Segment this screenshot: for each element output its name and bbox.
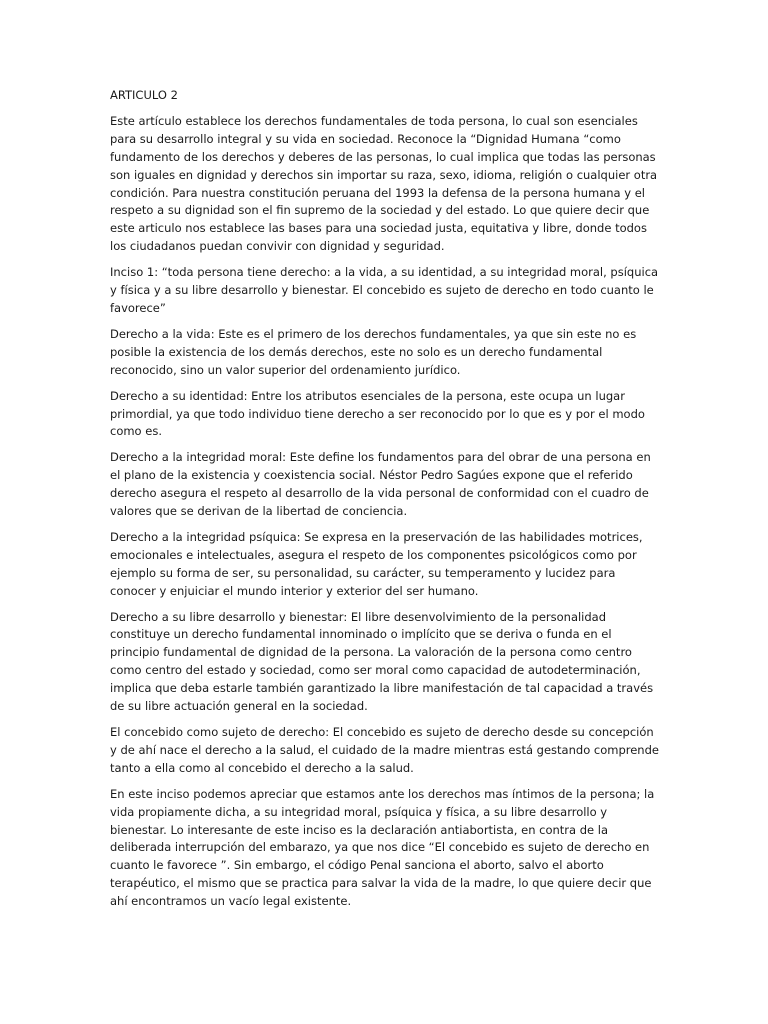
paragraph-derecho-identidad: Derecho a su identidad: Entre los atributos esenciales de la persona, este ocupa un lugar primordial, ya que todo individuo tiene derecho a ser reconocido por lo que es y por el modo como es. <box>110 388 645 439</box>
paragraph-conclusion: En este inciso podemos apreciar que estamos ante los derechos mas íntimos de la persona; la vida propiamente dicha, a su integridad moral, psíquica y física, a su libre desarrollo y bienestar. Lo interesante de este inciso es la declaración antiabortista, en contra de la deliberada interrupción del embarazo, ya que nos dice “El concebido es sujeto de derecho en cuanto le favorece ”. Sin embargo, el código Penal sanciona el aborto, salvo el aborto terapéutico, el mismo que se practica para salvar la vida de la madre, lo que quiere decir que ahí encontramos un vacío legal existente. <box>110 786 655 909</box>
paragraph-integridad-moral: Derecho a la integridad moral: Este define los fundamentos para del obrar de una persona en el plano de la existencia y coexistencia social. Néstor Pedro Sagúes expone que el referido derecho asegura el respeto al desarrollo de la vida personal de conformidad con el cuadro de valores que se derivan de la libertad de conciencia. <box>110 450 651 519</box>
paragraph-libre-desarrollo: Derecho a su libre desarrollo y bienestar: El libre desenvolvimiento de la personalidad constituye un derecho fundamental innominado o implícito que se deriva o funda en el principio fundamental de dignidad de la persona. La valoración de la persona como centro como centro del estado y sociedad, como ser moral como capacidad de autodeterminación, implica que deba estarle también garantizado la libre manifestación de tal capacidad a través de su libre actuación general en la sociedad. <box>110 609 654 714</box>
document-heading: ARTICULO 2 <box>110 88 178 102</box>
paragraph-intro: Este artículo establece los derechos fundamentales de toda persona, lo cual son esenciales para su desarrollo integral y su vida en sociedad. Reconoce la “Dignidad Humana “como fundamento de los derechos y deberes de las personas, lo cual implica que todas las personas son iguales en dignidad y derechos sin importar su raza, sexo, idioma, religión o cualquier otra condición. Para nuestra constitución peruana del 1993 la defensa de la persona humana y el respeto a su dignidad son el fin supremo de la sociedad y del estado. Lo que quiere decir que este articulo nos establece las bases para una sociedad justa, equitativa y libre, donde todos los ciudadanos puedan convivir con dignidad y seguridad. <box>110 113 658 254</box>
paragraph-derecho-vida: Derecho a la vida: Este es el primero de los derechos fundamentales, ya que sin este no es posible la existencia de los demás derechos, este no solo es un derecho fundamental reconocido, sino un valor superior del ordenamiento jurídico. <box>110 326 637 377</box>
paragraph-inciso-1: Inciso 1: “toda persona tiene derecho: a la vida, a su identidad, a su integridad moral, psíquica y física y a su libre desarrollo y bienestar. El concebido es sujeto de derecho en todo cuanto le favorece” <box>110 265 659 315</box>
paragraph-concebido: El concebido como sujeto de derecho: El concebido es sujeto de derecho desde su concepción y de ahí nace el derecho a la salud, el cuidado de la madre mientras está gestando comprende tanto a ella como al concebido el derecho a la salud. <box>110 725 659 775</box>
paragraph-integridad-psiquica: Derecho a la integridad psíquica: Se expresa en la preservación de las habilidades motrices, emocionales e intelectuales, asegura el respeto de los componentes psicológicos como por ejemplo su forma de ser, su personalidad, su carácter, su temperamento y lucidez para conocer y enjuiciar el mundo interior y exterior del ser humano. <box>110 529 643 598</box>
